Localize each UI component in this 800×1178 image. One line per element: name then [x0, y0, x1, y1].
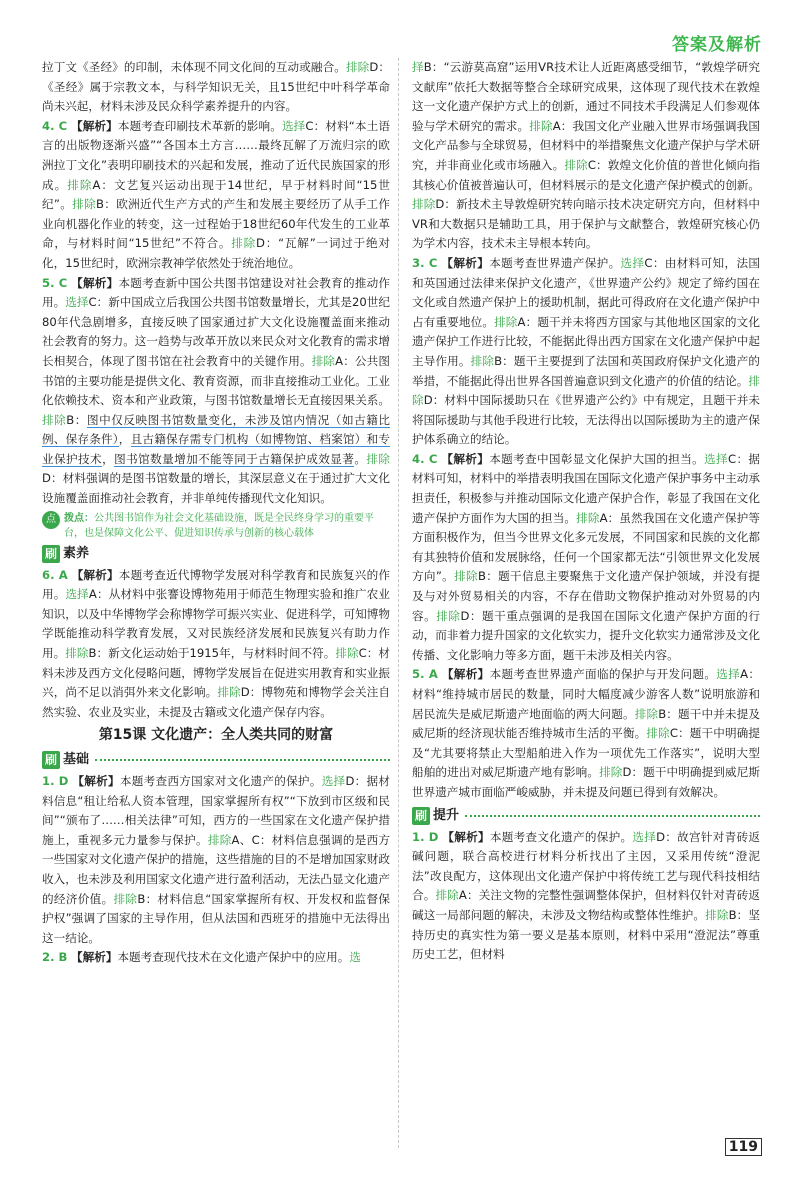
section-brush-icon: 刷: [42, 751, 60, 769]
analysis-label: 【解析】: [71, 275, 119, 290]
answer-item-1: 1. D 【解析】本题考查西方国家对文化遗产的保护。选择D：据材料信息“租让给私人资本管理，国家掌握所有权”“下放到市区级和民间”“颁布了……相关法律”可知，西方的一些国家在文化遗产保护措施上，重视多元力量参与保护。排除A、C：材料信息强调的是西方一些国家对文化遗产保护的措施，这些措施的目的不是增加国家财政收入，也未涉及利用国家文化遗产进行盈利活动，无法凸显文化遗产的经济价值。排除B：材料信息“国家掌握所有权、开发权和监督保护权”强调了国家的主导作用，但从法国和西班牙的措施中无法得出这一结论。: [42, 774, 390, 945]
answer-item-6: 6. A 【解析】本题考查近代博物学发展对科学教育和民族复兴的作用。选择A：从材料中张謇设博物苑用于师范生物理实验和推广农业知识，以及中华博物学会称博物学可振兴实业、促进科学，可知博物学既能推动科学教育发展，又对民族经济发展和民族复兴有助力作用。排除B：新文化运动始于1915年，与材料时间不符。排除C：材料未涉及西方文化侵略问题，博物学发展旨在促进实用教育和实业振兴，尚不足以消弭外来文化影响。排除D：博物苑和博物学会关注自然实验、农业及实业，未提及古籍或文化遗产保存内容。: [42, 567, 390, 719]
section-header-tisheng: 刷 提升: [412, 806, 760, 826]
continuation-paragraph: 择B：“云游莫高窟”运用VR技术让人近距离感受细节，“敦煌学研究文献库”依托大数据等整合全球研究成果，这体现了现代技术在敦煌这一文化遗产保护方式上的创新，通过不同技术手段满足人们参观体验与学术研究的需求。排除A：我国文化产业融入世界市场强调我国文化产品参与全球贸易，但材料中的举措聚焦文化遗产保护与学术研究，并非商业化或市场融入。排除C：敦煌文化价值的普世化倾向指其核心价值被普遍认可，但材料展示的是文化遗产保护模式的创新。排除D：新技术主导敦煌研究转向暗示技术决定研究方向，但材料中VR和大数据只是辅助工具，用于保护与文献整合，敦煌研究核心仍为学术内容，技术未主导根本转向。: [412, 60, 760, 251]
question-number: 6. A: [42, 567, 68, 582]
answer-item-5: 5. A 【解析】本题考查世界遗产面临的保护与开发问题。选择A：材料“维持城市居民的数量，同时大幅度减少游客人数”说明旅游和居民流失是威尼斯遗产地面临的两大问题。排除B：题干中并未提及威尼斯的经济现状能否维持城市生活的平衡。排除C：题干中明确提及“尤其要将禁止大型船舶进入作为一项优先工作落实”，说明大型船舶的进出对威尼斯遗产地有影响。排除D：题干中明确提到威尼斯世界遗产城市面临严峻威胁，并未提及问题已得到有效解决。: [412, 667, 761, 799]
analysis-label: 【解析】: [441, 255, 490, 270]
section-dotted-line: [95, 759, 390, 761]
tip-note: 点 拨点：公共图书馆作为社会文化基础设施，既是全民终身学习的重要平台，也是保障文化公平、促进知识传承与创新的核心载体: [42, 511, 390, 541]
section-brush-icon: 刷: [42, 545, 60, 563]
answer-item-4: 4. C 【解析】本题考查中国彰显文化保护大国的担当。选择C：据材料可知，材料中的举措表明我国在国际文化遗产保护事务中主动承担责任，积极参与并推动国际文化遗产保护合作，彰显了我国在文化遗产保护方面作为大国的担当。排除A：虽然我国在文化遗产保护等方面积极作为，但当今世界文化多元发展，不同国家和民族的文化都有其独特价值和发展脉络，任何一个国家都无法“引领世界文化发展方向”。排除B：题干信息主要聚焦于文化遗产保护领域，并没有提及与对外贸易相关的内容，不存在借助文物保护推动对外贸易的内容。排除D：题干重点强调的是我国在国际文化遗产保护方面的行动，而非着力提升国家的文化软实力，提升文化软实力通常涉及文化传播、文化影响力等多方面，题干未涉及相关内容。: [412, 451, 760, 662]
column-divider: [398, 58, 399, 1148]
section-dotted-line: [465, 815, 760, 817]
analysis-label: 【解析】: [441, 667, 490, 682]
answer-item-1: 1. D 【解析】本题考查文化遗产的保护。选择D：故宫针对青砖返碱问题，联合高校进行材料分析找出了主因，又采用传统“澄泥法”改良配方，这体现出文化遗产保护中将传统工艺与现代科技相结合。排除A：关注文物的完整性强调整体保护，但材料仅针对青砖返碱这一局部问题的解决，未涉及文物结构或整体性维护。排除B：坚持历史的真实性为第一要义是基本原则，材料中采用“澄泥法”尊重历史工艺，但材料: [412, 829, 760, 962]
analysis-label: 【解析】: [71, 950, 118, 965]
answer-item-2: 2. B 【解析】本题考查现代技术在文化遗产保护中的应用。选: [42, 950, 361, 965]
analysis-label: 【解析】: [70, 118, 118, 133]
analysis-label: 【解析】: [441, 451, 490, 466]
analysis-label: 【解析】: [72, 774, 120, 788]
answer-item-4: 4. C 【解析】本题考查印刷技术革新的影响。选择C：材料“本土语言的出版物逐渐兴盛”“各国本土方言……最终瓦解了万流归宗的欧洲拉丁文化”表明印刷技术的兴起和发展，推动了近代民族国家的形成。排除A：文艺复兴运动出现于14世纪，早于材料时间“15世纪”。排除B：欧洲近代生产方式的产生和发展主要经历了从手工作业向机器化作业的转变，这一过程始于18世纪60年代发生的工业革命，与材料时间“15世纪”不符合。排除D：“瓦解”一词过于绝对化，15世纪时，欧洲宗教神学依然处于统治地位。: [42, 118, 390, 270]
analysis-label: 【解析】: [442, 829, 490, 844]
question-number: 3. C: [412, 255, 438, 270]
question-number: 4. C: [412, 451, 438, 466]
right-column: [412, 58, 760, 965]
question-number: 5. C: [42, 275, 68, 290]
underlined-text: 且古籍保存需专门机构（如博物馆、档案馆）和专业保护技术: [42, 432, 390, 466]
answer-item-3: 3. C 【解析】本题考查世界遗产保护。选择C：由材料可知，法国和英国通过法律来保护文化遗产，《世界遗产公约》规定了缔约国在文化或自然遗产保护上的援助机制，据此可得政府在文化遗产保护中占有重要地位。排除A：题干并未将西方国家与其他地区国家的文化遗产保护工作进行比较，不能据此得出西方国家在文化遗产保护中起主导作用。排除B：题干主要提到了法国和英国政府保护文化遗产的举措，不能据此得出世界各国普遍意识到文化遗产的价值的结论。排除D：材料中国际援助只在《世界遗产公约》中有规定，且题干并未将国际援助与其他手段进行比较，无法得出以国际援助为主的遗产保护体系确立的结论。: [412, 255, 760, 447]
underlined-text: 图中仅反映图书馆数量变化，未涉及馆内情况（如古籍比例、保存条件）: [42, 412, 390, 447]
question-number: 4. C: [42, 118, 68, 133]
page-header-title: 答案及解析: [672, 35, 762, 55]
page-number: 119: [725, 1138, 762, 1156]
section-brush-icon: 刷: [412, 807, 430, 825]
question-number: 1. D: [412, 829, 439, 844]
question-number: 2. B: [42, 950, 68, 965]
analysis-label: 【解析】: [71, 567, 119, 582]
question-number: 1. D: [42, 774, 69, 788]
lesson-title: 第15课 文化遗产：全人类共同的财富: [98, 727, 334, 744]
underlined-text: 图书馆数量增加不能等同于古籍保护成效显著: [114, 451, 355, 466]
continuation-paragraph: 拉丁文《圣经》的印制，未体现不同文化间的互动或融合。排除D：《圣经》属于宗教文本，与科学知识无关，且15世纪中叶科学革命尚未兴起，材料未涉及民众科学素养提升的内容。: [42, 60, 390, 114]
tip-icon: 点: [42, 511, 60, 529]
section-header-jichu: 刷 基础: [42, 750, 390, 770]
question-number: 5. A: [412, 667, 438, 682]
left-column: [42, 58, 390, 968]
section-header-suyang: 刷 素养: [42, 544, 390, 564]
answer-item-5: 5. C 【解析】本题考查新中国公共图书馆建设对社会教育的推动作用。选择C：新中国成立后我国公共图书馆数量增长，尤其是20世纪80年代急剧增多，直接反映了国家通过扩大文化设施覆盖面来推动社会教育的努力。这一趋势与改革开放以来民众对文化教育的需求增长相契合，体现了图书馆在社会教育中的关键作用。排除A：公共图书馆的主要功能是提供文化、教育资源，而非直接推动工业化。工业化依赖技术、资本和产业政策，与图书馆数量增长无直接因果关系。排除B：图中仅反映图书馆数量变化，未涉及馆内情况（如古籍比例、保存条件），且古籍保存需专门机构（如博物馆、档案馆）和专业保护技术，图书馆数量增加不能等同于古籍保护成效显著。排除D：材料强调的是图书馆数量的增长，其深层意义在于通过扩大文化设施覆盖面推动社会教育，并非单纯传播现代文化知识。: [42, 275, 390, 506]
